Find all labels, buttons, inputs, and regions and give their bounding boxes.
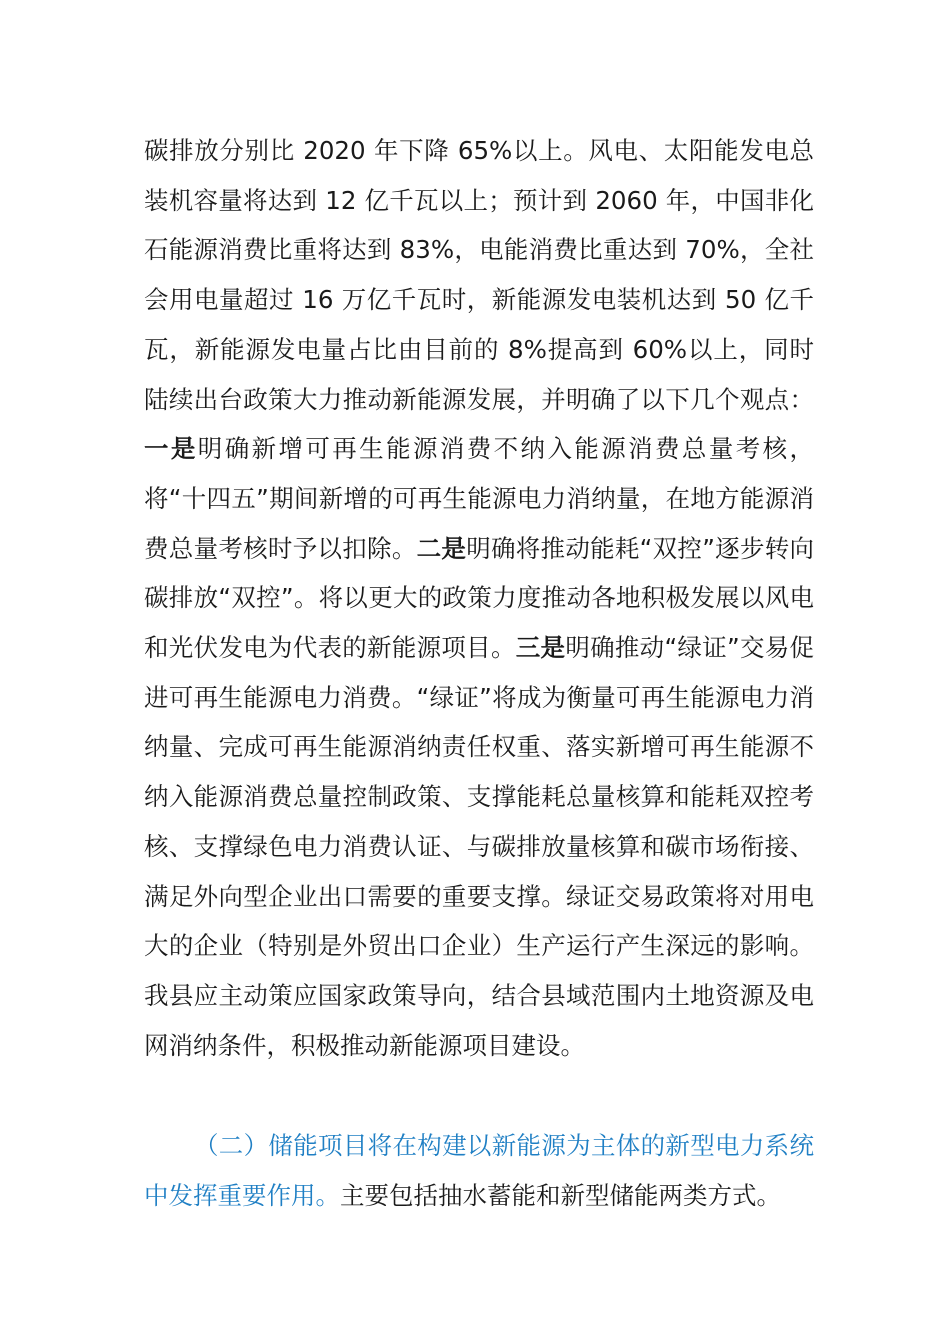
section-text: 主要包括抽水蓄能和新型储能两类方式。 (340, 1180, 781, 1210)
bold-marker-first: 一是 (144, 434, 198, 464)
bold-marker-third: 三是 (515, 633, 566, 663)
paragraph-text: 明确将推动能耗“双控”逐步转向碳排放“双控”。将以更大的政策力度推动各地积极发展以风电和光伏发电为代表的新能源项目。 (144, 533, 815, 663)
paragraph-text: 明确推动“绿证”交易促进可再生能源电力消费。“绿证”将成为衡量可再生能源电力消纳量、完成可再生能源消纳责任权重、落实新增可再生能源不纳入能源消费总量控制政策、支撑能耗总量核算和能耗双控考核、支撑绿色电力消费认证、与碳排放量核算和碳市场衔接、满足外向型企业出口需要的重要支撑。绿证交易政策将对用电大的企业（特别是外贸出口企业）生产运行产生深远的影响。我县应主动策应国家政策导向，结合县域范围内土地资源及电网消纳条件，积极推动新能源项目建设。 (144, 633, 815, 1060)
paragraph-text: 明确新增可再生能源消费不纳入能源消费总量考核，将“十四五”期间新增的可再生能源电力消纳量，在地方能源消费总量考核时予以扣除。 (144, 434, 815, 563)
body-paragraph (144, 126, 814, 1070)
bold-marker-second: 二是 (416, 533, 467, 563)
paragraph-text: 碳排放分别比 2020 年下降 65%以上。风电、太阳能发电总装机容量将达到 12 亿千瓦以上；预计到 2060 年，中国非化石能源消费比重将达到 83%，电能消费比重达到 70%，全社会用电量超过 16 万亿千瓦时，新能源发电装机达到 50 亿千瓦，新能源发电量占比由目前的 8%提高到 60%以上，同时陆续出台政策大力推动新能源发展，并明确了以下几个观点： (144, 136, 814, 414)
section-paragraph (144, 1121, 814, 1220)
section-heading: （二）储能项目将在构建以新能源为主体的新型电力系统中发挥重要作用。 (144, 1131, 814, 1210)
